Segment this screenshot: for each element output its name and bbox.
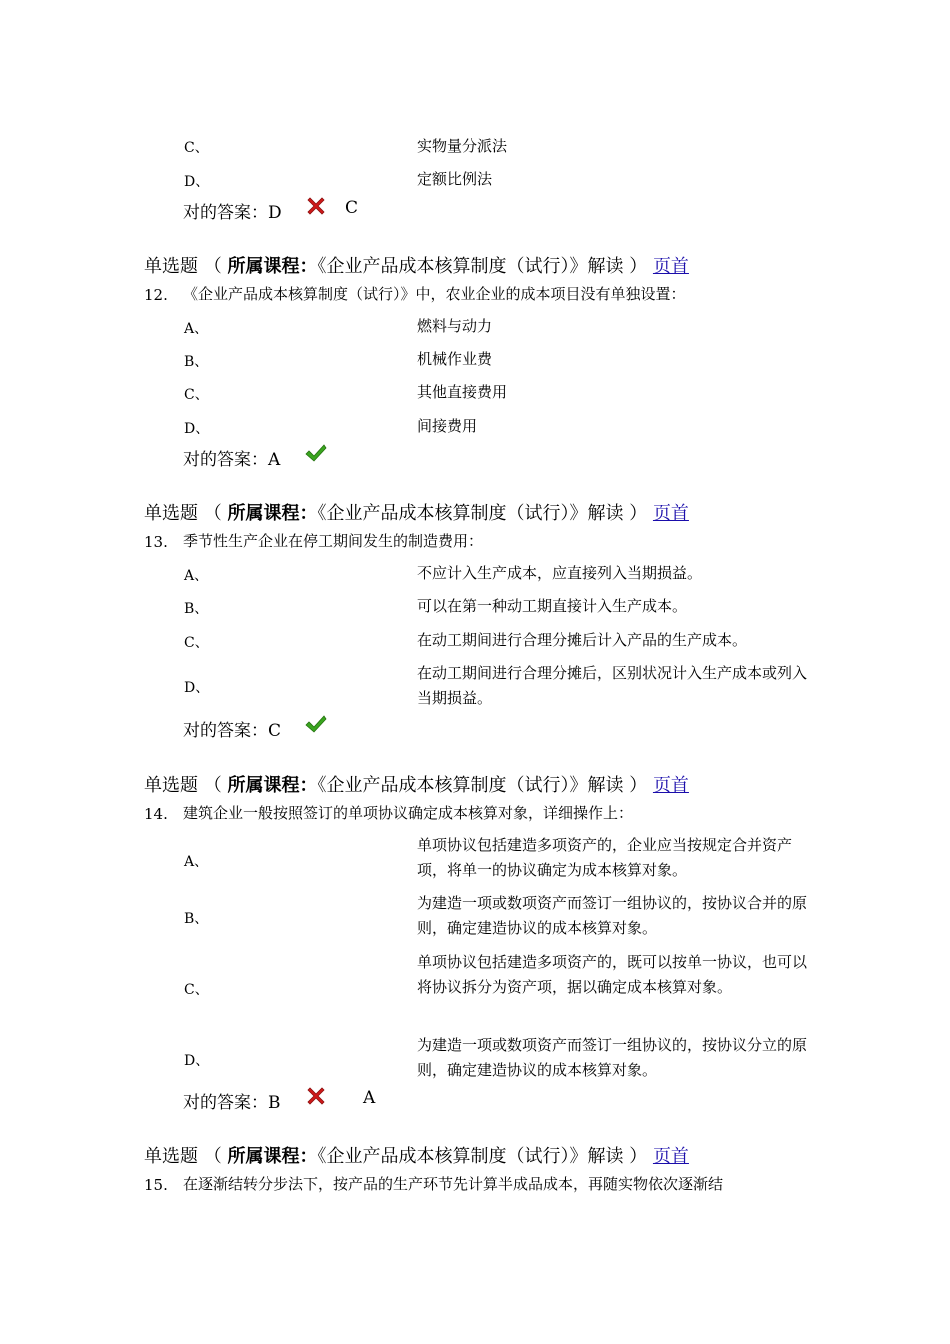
- option-text: 间接费用: [417, 417, 478, 435]
- option-letter: D、: [184, 174, 210, 190]
- option-text: 单项协议包括建造多项资产的，企业应当按规定合并资产项，将单一的协议确定为成本核算对象。: [417, 836, 793, 879]
- user-answer: C: [345, 198, 359, 218]
- option-letter: B、: [184, 601, 209, 617]
- home-link[interactable]: 页首: [652, 256, 689, 277]
- option-letter: B、: [184, 911, 209, 927]
- question-header: [144, 1142, 689, 1168]
- paren-close: ）: [629, 775, 648, 796]
- option-text: 其他直接费用: [417, 383, 508, 401]
- home-link[interactable]: 页首: [652, 503, 689, 524]
- question-header: [144, 252, 689, 278]
- question-type: 单选题: [144, 256, 198, 277]
- option-letter: A、: [184, 854, 209, 870]
- question-number: 13.: [144, 533, 168, 551]
- course-label: 所属课程：: [227, 256, 318, 277]
- option-letter: A、: [184, 321, 209, 337]
- question-header: [144, 499, 689, 525]
- option-text: 燃料与动力: [417, 317, 493, 335]
- question-header: [144, 771, 689, 797]
- course-label: 所属课程：: [227, 503, 318, 524]
- paren-open: （: [203, 256, 222, 277]
- cross-icon: [304, 194, 328, 218]
- course-name: 《企业产品成本核算制度（试行）》解读: [317, 503, 624, 524]
- question-number: 15.: [144, 1176, 168, 1194]
- home-link[interactable]: 页首: [652, 775, 689, 796]
- option-text: 定额比例法: [417, 170, 493, 188]
- question-text: 季节性生产企业在停工期间发生的制造费用：: [183, 532, 484, 550]
- option-text: 机械作业费: [417, 350, 493, 368]
- course-name: 《企业产品成本核算制度（试行）》解读: [317, 1146, 624, 1167]
- option-text: 在动工期间进行合理分摊后，区别状况计入生产成本或列入当期损益。: [417, 664, 808, 707]
- course-label: 所属课程：: [227, 775, 318, 796]
- correct-answer: 对的答案：C: [183, 721, 282, 741]
- question-type: 单选题: [144, 503, 198, 524]
- paren-open: （: [203, 503, 222, 524]
- question-number: 14.: [144, 805, 168, 823]
- check-icon: [304, 712, 328, 736]
- question-text: 《企业产品成本核算制度（试行）》中，农业企业的成本项目没有单独设置：: [183, 285, 686, 303]
- option-text: 不应计入生产成本，应直接列入当期损益。: [417, 564, 703, 582]
- option-letter: C、: [184, 140, 209, 156]
- course-name: 《企业产品成本核算制度（试行）》解读: [317, 256, 624, 277]
- option-text: 实物量分派法: [417, 137, 508, 155]
- correct-answer: 对的答案：A: [183, 450, 281, 470]
- option-letter: C、: [184, 635, 209, 651]
- option-letter: C、: [184, 387, 209, 403]
- option-text: 为建造一项或数项资产而签订一组协议的，按协议合并的原则，确定建造协议的成本核算对象。: [417, 894, 808, 937]
- option-letter: D、: [184, 1053, 210, 1069]
- course-label: 所属课程：: [227, 1146, 318, 1167]
- option-letter: D、: [184, 421, 210, 437]
- option-text: 为建造一项或数项资产而签订一组协议的，按协议分立的原则，确定建造协议的成本核算对象。: [417, 1036, 808, 1079]
- question-type: 单选题: [144, 775, 198, 796]
- paren-open: （: [203, 1146, 222, 1167]
- question-text: 在逐渐结转分步法下，按产品的生产环节先计算半成品成本，再随实物依次逐渐结: [183, 1175, 724, 1193]
- option-letter: C、: [184, 982, 209, 998]
- home-link[interactable]: 页首: [652, 1146, 689, 1167]
- option-text: 单项协议包括建造多项资产的，既可以按单一协议，也可以将协议拆分为资产项，据以确定成本核算对象。: [417, 953, 808, 996]
- paren-close: ）: [629, 256, 648, 277]
- paren-close: ）: [629, 1146, 648, 1167]
- option-letter: D、: [184, 680, 210, 696]
- option-text: 在动工期间进行合理分摊后计入产品的生产成本。: [417, 631, 748, 649]
- paren-open: （: [203, 775, 222, 796]
- question-type: 单选题: [144, 1146, 198, 1167]
- question-number: 12.: [144, 286, 168, 304]
- paren-close: ）: [629, 503, 648, 524]
- check-icon: [304, 441, 328, 465]
- course-name: 《企业产品成本核算制度（试行）》解读: [317, 775, 624, 796]
- correct-answer: 对的答案：B: [183, 1093, 281, 1113]
- question-text: 建筑企业一般按照签订的单项协议确定成本核算对象，详细操作上：: [183, 804, 634, 822]
- option-text: 可以在第一种动工期直接计入生产成本。: [417, 597, 688, 615]
- option-letter: A、: [184, 568, 209, 584]
- cross-icon: [304, 1084, 328, 1108]
- correct-answer: 对的答案：D: [183, 203, 282, 223]
- user-answer: A: [363, 1088, 376, 1108]
- option-letter: B、: [184, 354, 209, 370]
